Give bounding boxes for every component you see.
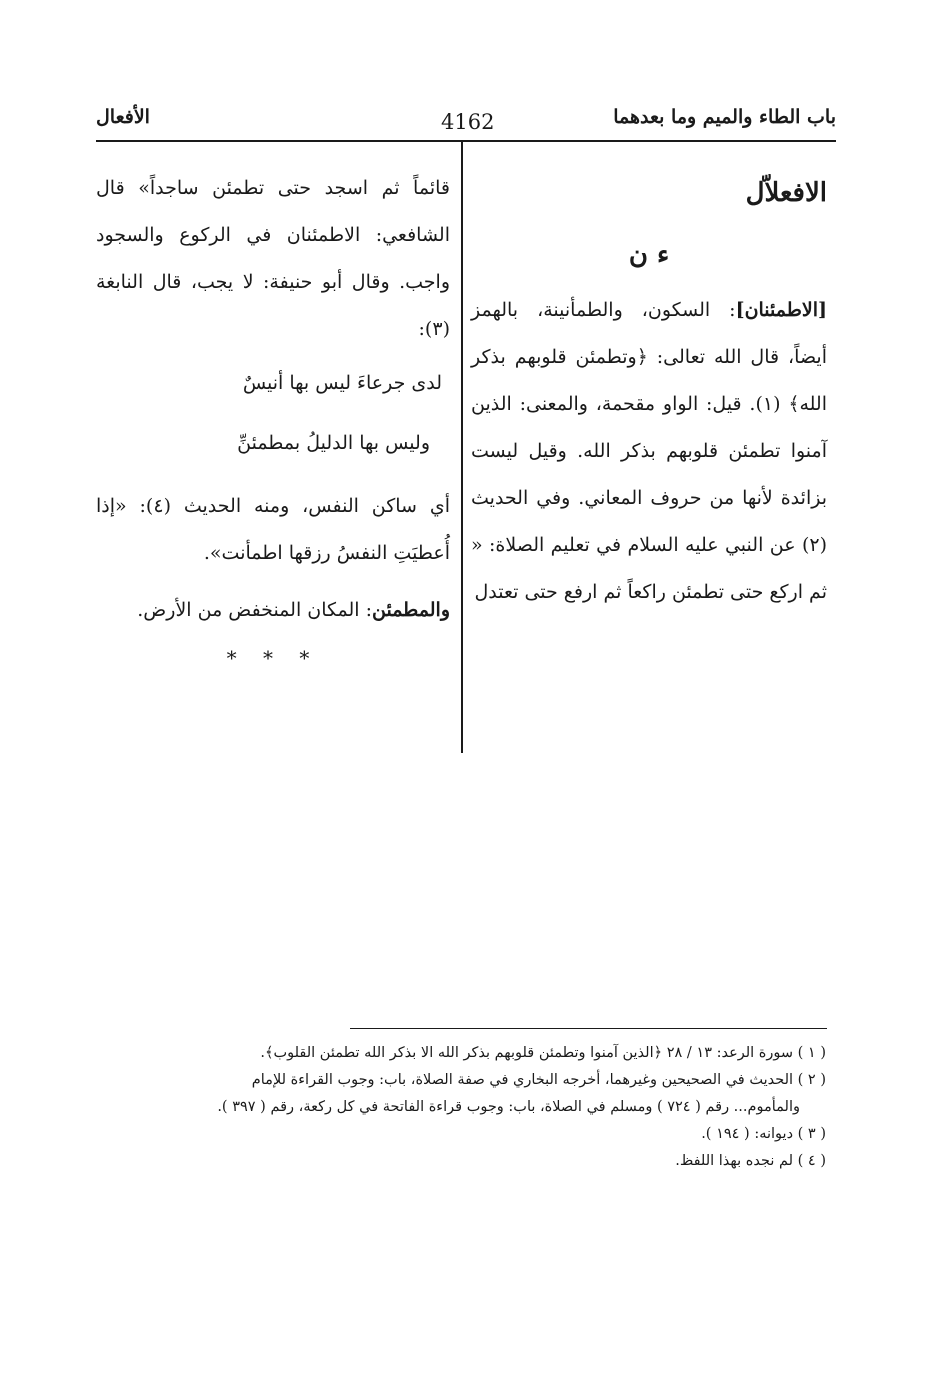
spacer <box>96 577 450 587</box>
section-separator-stars: * * * <box>226 646 320 670</box>
entry-text: : المكان المنخفض من الأرض. <box>137 599 372 621</box>
spacer <box>96 473 450 483</box>
section-running-title: الأفعال <box>96 106 150 128</box>
footnote-rule <box>350 1028 827 1029</box>
entry-paragraph-continued: قائماً ثم اسجد حتى تطمئن ساجداً» قال الشافعي: الاطمئنان في الركوع والسجود واجب. وقال أبو حنيفة: لا يجب، قال النابغة (٣): <box>96 177 450 340</box>
chapter-title: باب الطاء والميم وما بعدهما <box>613 106 836 128</box>
footnote: ( ٢ ) الحديث في الصحيحين وغيرهما، أخرجه البخاري في صفة الصلاة، باب: وجوب القراءة للإمام <box>251 1072 826 1088</box>
header-rule <box>96 140 836 142</box>
entry-paragraph <box>471 287 827 616</box>
headword: والمطمئن <box>372 599 450 621</box>
verse-line: وليس بها الدليلُ بمطمئنِّ <box>237 432 430 454</box>
entry-text: : السكون، والطمأنينة، بالهمز أيضاً، قال الله تعالى: ﴿وتطمئن قلوبهم بذكر الله﴾ (١). قيل: الواو مقحمة، والمعنى: الذين آمنوا تطمئن قلوبهم بذكر الله. وقيل ليست بزائدة لأنها من حروف المعاني. وفي الحديث (٢) عن النبي عليه السلام في تعليم الصلاة: « ثم اركع حتى تطمئن راكعاً ثم ارفع حتى تعتدل <box>471 299 827 603</box>
footnote-continuation: والمأموم... رقم ( ٧٢٤ ) ومسلم في الصلاة، باب: وجوب قراءة الفاتحة في كل ركعة، رقم ( ٣٩٧ ). <box>217 1099 800 1115</box>
column-divider <box>461 141 463 753</box>
footnotes <box>96 1040 826 1175</box>
right-column <box>471 165 827 616</box>
running-header <box>96 100 836 140</box>
headword: [الاطمئنان] <box>735 299 827 321</box>
footnote: ( ١ ) سورة الرعد: ١٣ / ٢٨ ﴿الذين آمنوا وتطمئن قلوبهم بذكر الله الا بذكر الله تطمئن القلوب﴾. <box>260 1045 826 1061</box>
verse-line: لدى جرعاءَ ليس بها أنيسٌ <box>242 372 442 394</box>
root-heading: ء ن <box>628 240 670 270</box>
entry-paragraph <box>96 587 450 634</box>
page-number: 4162 <box>441 110 495 134</box>
left-column <box>96 165 450 678</box>
footnote: ( ٤ ) لم نجده بهذا اللفظ. <box>675 1153 826 1169</box>
footnote: ( ٣ ) ديوانه: ( ١٩٤ ). <box>701 1126 826 1142</box>
entry-paragraph: أي ساكن النفس، ومنه الحديث (٤): «إذا أُعطيَتِ النفسُ رزقها اطمأنت». <box>96 495 450 564</box>
section-heading: الافعلاّل <box>745 178 827 208</box>
